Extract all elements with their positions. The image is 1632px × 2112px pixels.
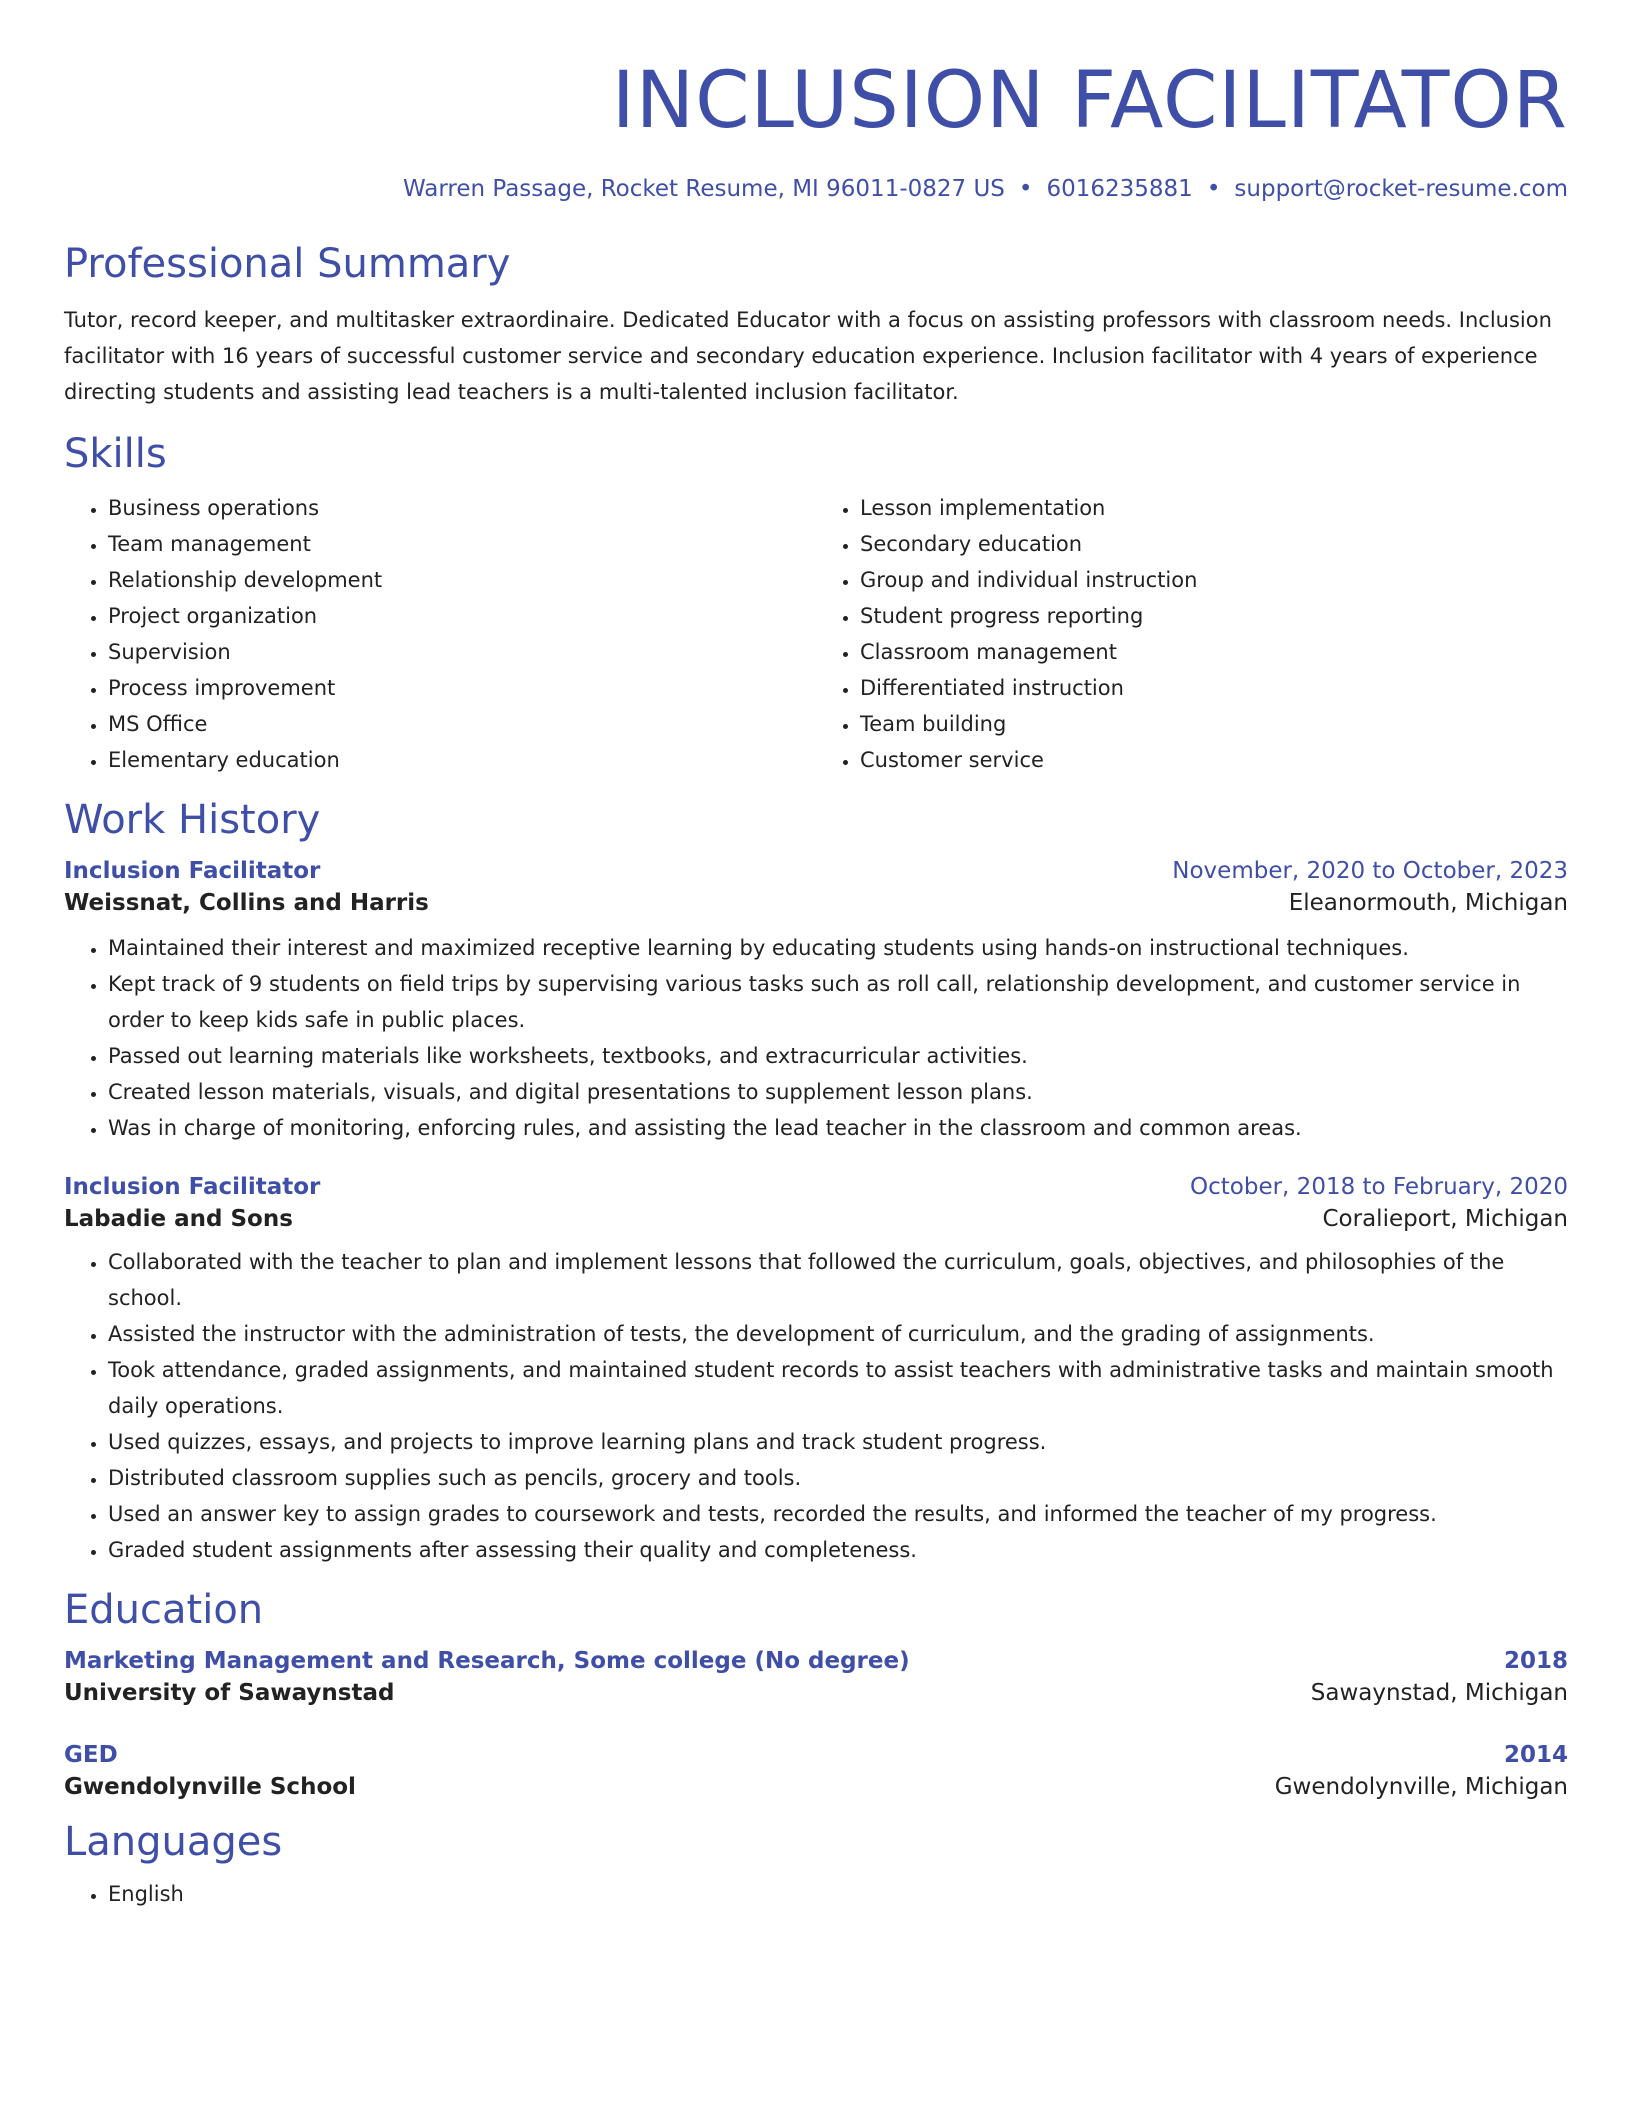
contact-line	[64, 176, 1568, 202]
job-bullet: • Used an answer key to assign grades to coursework and tests, recorded the results, and informed the teacher of my progress.	[108, 1496, 1568, 1532]
school: University of Sawaynstad	[64, 1680, 395, 1706]
languages-heading: Languages	[64, 1819, 283, 1865]
job-entry	[64, 858, 1568, 1146]
job-bullet: • Maintained their interest and maximized receptive learning by educating students using hands-on instructional techniques.	[108, 930, 1568, 966]
skills-grid	[64, 490, 1568, 778]
language-item: • English	[108, 1876, 1568, 1912]
skill-item: • Customer service	[860, 742, 1568, 778]
job-bullet: • Took attendance, graded assignments, and maintained student records to assist teachers with administrative tasks and maintain smooth daily operations.	[108, 1352, 1568, 1424]
skill-item: • Supervision	[108, 634, 816, 670]
job-bullet: • Created lesson materials, visuals, and digital presentations to supplement lesson plans.	[108, 1074, 1568, 1110]
job-header	[64, 858, 1568, 884]
job-bullets	[64, 1244, 1568, 1568]
skill-item: • Differentiated instruction	[860, 670, 1568, 706]
contact-separator: •	[1018, 176, 1033, 202]
job-title: Inclusion Facilitator	[64, 1174, 321, 1200]
education-header	[64, 1648, 1568, 1674]
job-bullet: • Graded student assignments after assessing their quality and completeness.	[108, 1532, 1568, 1568]
degree: GED	[64, 1742, 118, 1768]
school-location: Gwendolynville, Michigan	[1274, 1774, 1568, 1800]
job-bullets	[64, 930, 1568, 1146]
job-bullet: • Kept track of 9 students on field trips by supervising various tasks such as roll call, relationship development, and customer service in order to keep kids safe in public places.	[108, 966, 1568, 1038]
employer: Labadie and Sons	[64, 1206, 293, 1232]
education-entry	[64, 1742, 1568, 1800]
education-subheader	[64, 1680, 1568, 1706]
resume-title: INCLUSION FACILITATOR	[611, 56, 1568, 146]
email-link[interactable]: support@rocket-resume.com	[1234, 176, 1568, 202]
address: Warren Passage, Rocket Resume, MI 96011-0827 US	[402, 176, 1005, 202]
work-history-heading: Work History	[64, 797, 321, 843]
skill-item: • Secondary education	[860, 526, 1568, 562]
skill-item: • Team building	[860, 706, 1568, 742]
job-entry	[64, 1174, 1568, 1568]
job-location: Eleanormouth, Michigan	[1288, 890, 1568, 916]
summary-heading: Professional Summary	[64, 241, 511, 287]
job-location: Coralieport, Michigan	[1322, 1206, 1568, 1232]
education-entry	[64, 1648, 1568, 1706]
skill-item: • Classroom management	[860, 634, 1568, 670]
job-dates: October, 2018 to February, 2020	[1190, 1174, 1568, 1200]
skill-item: • Process improvement	[108, 670, 816, 706]
job-subheader	[64, 890, 1568, 916]
skill-item: • Group and individual instruction	[860, 562, 1568, 598]
skill-item: • MS Office	[108, 706, 816, 742]
phone: 6016235881	[1046, 176, 1193, 202]
job-bullet: • Assisted the instructor with the administration of tests, the development of curriculum, and the grading of assignments.	[108, 1316, 1568, 1352]
skill-item: • Team management	[108, 526, 816, 562]
job-subheader	[64, 1206, 1568, 1232]
skill-item: • Business operations	[108, 490, 816, 526]
education-year: 2014	[1503, 1742, 1568, 1768]
job-title: Inclusion Facilitator	[64, 858, 321, 884]
skill-item: • Relationship development	[108, 562, 816, 598]
job-bullet: • Distributed classroom supplies such as pencils, grocery and tools.	[108, 1460, 1568, 1496]
employer: Weissnat, Collins and Harris	[64, 890, 429, 916]
degree: Marketing Management and Research, Some college (No degree)	[64, 1648, 910, 1674]
languages-list	[64, 1876, 1568, 1912]
education-year: 2018	[1503, 1648, 1568, 1674]
skill-item: • Lesson implementation	[860, 490, 1568, 526]
skill-item: • Project organization	[108, 598, 816, 634]
contact-separator: •	[1206, 176, 1221, 202]
education-heading: Education	[64, 1587, 264, 1633]
job-header	[64, 1174, 1568, 1200]
summary-text: Tutor, record keeper, and multitasker extraordinaire. Dedicated Educator with a focus on assisting professors with classroom needs. Inclusion facilitator with 16 years of successful customer service and secondary education experience. Inclusion facilitator with 4 years of experience directing students and assisting lead teachers is a multi-talented inclusion facilitator.	[64, 308, 1552, 404]
job-bullet: • Was in charge of monitoring, enforcing rules, and assisting the lead teacher in the classroom and common areas.	[108, 1110, 1568, 1146]
job-bullet: • Used quizzes, essays, and projects to improve learning plans and track student progress.	[108, 1424, 1568, 1460]
school: Gwendolynville School	[64, 1774, 356, 1800]
skill-item: • Student progress reporting	[860, 598, 1568, 634]
job-dates: November, 2020 to October, 2023	[1172, 858, 1568, 884]
skills-heading: Skills	[64, 431, 167, 477]
job-bullet: • Collaborated with the teacher to plan and implement lessons that followed the curriculum, goals, objectives, and philosophies of the school.	[108, 1244, 1568, 1316]
skills-list-right	[816, 490, 1568, 778]
job-bullet: • Passed out learning materials like worksheets, textbooks, and extracurricular activities.	[108, 1038, 1568, 1074]
education-header	[64, 1742, 1568, 1768]
school-location: Sawaynstad, Michigan	[1310, 1680, 1568, 1706]
skill-item: • Elementary education	[108, 742, 816, 778]
education-subheader	[64, 1774, 1568, 1800]
skills-list-left	[64, 490, 816, 778]
